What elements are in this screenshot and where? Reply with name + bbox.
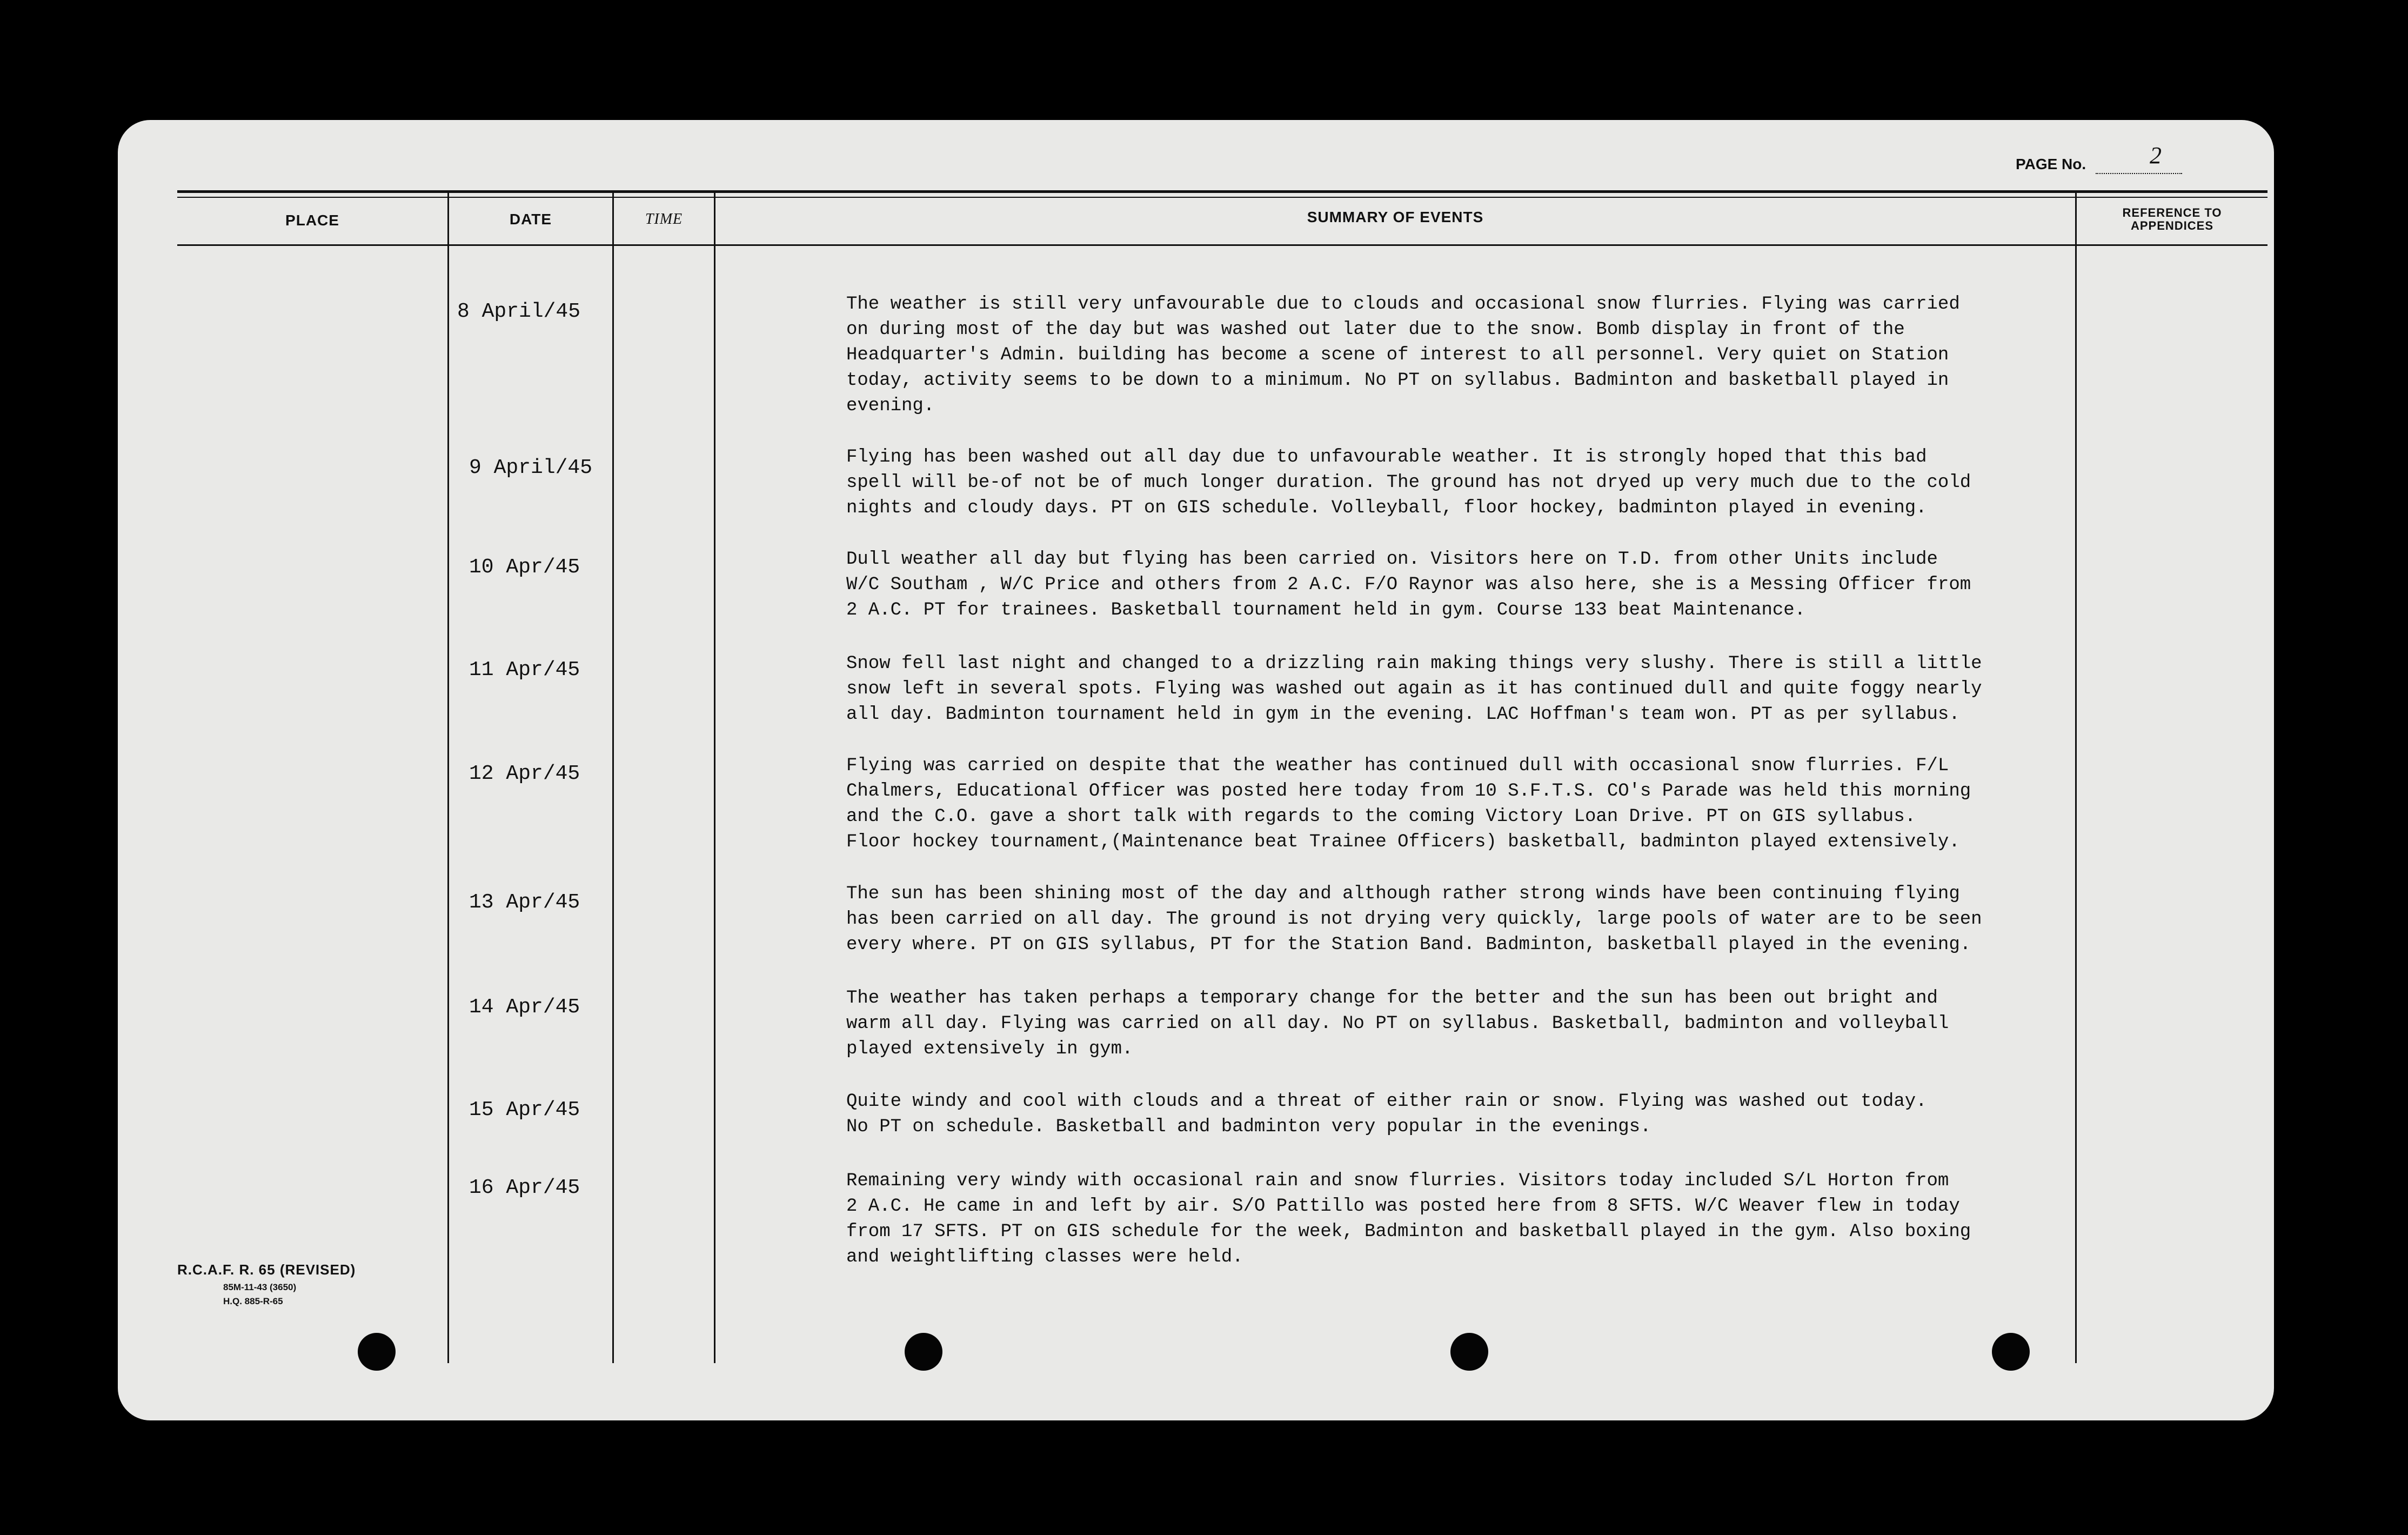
form-code-line: 85M-11-43 (3650) bbox=[223, 1282, 297, 1292]
diary-sheet bbox=[118, 120, 2274, 1420]
page-number-value: 2 bbox=[2150, 142, 2162, 169]
header-time: TIME bbox=[645, 211, 683, 228]
page-number-underline bbox=[2096, 173, 2182, 175]
entry-date: 14 Apr/45 bbox=[469, 996, 580, 1019]
column-divider-time bbox=[714, 190, 715, 1363]
form-name: R.C.A.F. R. 65 (REVISED) bbox=[177, 1262, 356, 1278]
header-summary: SUMMARY OF EVENTS bbox=[1307, 209, 1484, 225]
header-reference-line1: REFERENCE TO bbox=[2122, 206, 2222, 219]
entry-date: 11 Apr/45 bbox=[469, 658, 580, 682]
entry-date: 15 Apr/45 bbox=[469, 1098, 580, 1122]
entry-summary: Quite windy and cool with clouds and a threat of either rain or snow. Flying was washed out today. No PT on schedule. Basketball and badminton very popular in the evenings. bbox=[846, 1091, 1927, 1137]
binder-hole-icon bbox=[358, 1333, 396, 1371]
header-date: DATE bbox=[509, 211, 552, 228]
entry-summary: Flying was carried on despite that the weather has continued dull with occasional snow flurries. F/L Chalmers, Educational Officer was posted here today from 10 S.F.T.S. CO's Parade was held this morning and the C.O. gave a short talk with regards to the coming Victory Loan Drive. PT on GIS syllabus. Floor hockey tournament,(Maintenance beat Trainee Officers) basketball, badminton played extensively. bbox=[846, 756, 1971, 852]
entry-summary: Dull weather all day but flying has been carried on. Visitors here on T.D. from other Units include W/C Southam , W/C Price and others from 2 A.C. F/O Raynor was also here, she is a Messing Officer from 2 A.C. PT for trainees. Basketball tournament held in gym. Course 133 beat Maintenance. bbox=[846, 549, 1971, 620]
top-rule-thin bbox=[177, 197, 2267, 198]
top-rule bbox=[177, 190, 2267, 193]
entry-date: 12 Apr/45 bbox=[469, 762, 580, 785]
header-rule bbox=[177, 244, 2267, 246]
binder-hole-icon bbox=[1992, 1333, 2030, 1371]
entry-date: 10 Apr/45 bbox=[469, 556, 580, 579]
entry-summary: The weather is still very unfavourable due to clouds and occasional snow flurries. Flying was carried on during most of the day but was washed out later due to the snow. Bomb display in front of the Headquarter's Admin. building has become a scene of interest to all personnel. Very quiet on Station today, activity seems to be down to a minimum. No PT on syllabus. Badminton and basketball played in evening. bbox=[846, 294, 1960, 416]
form-hq-line: H.Q. 885-R-65 bbox=[223, 1296, 283, 1306]
entry-summary: The sun has been shining most of the day and although rather strong winds have been continuing flying has been carried on all day. The ground is not drying very quickly, large pools of water are to be seen every where. PT on GIS syllabus, PT for the Station Band. Badminton, basketball played in the evening. bbox=[846, 884, 1982, 955]
entry-summary: Remaining very windy with occasional rain and snow flurries. Visitors today included S/L Horton from 2 A.C. He came in and left by air. S/O Pattillo was posted here from 8 SFTS. W/C Weaver flew in today from 17 SFTS. PT on GIS schedule for the week, Badminton and basketball played in the gym. Also boxing and weightlifting classes were held. bbox=[846, 1171, 1971, 1267]
header-place: PLACE bbox=[285, 212, 339, 229]
binder-hole-icon bbox=[1450, 1333, 1488, 1371]
entry-date: 16 Apr/45 bbox=[469, 1176, 580, 1199]
column-divider-place bbox=[447, 190, 449, 1363]
entry-date: 8 April/45 bbox=[457, 300, 581, 323]
binder-hole-icon bbox=[905, 1333, 942, 1371]
entry-summary: The weather has taken perhaps a temporary change for the better and the sun has been out bright and warm all day. Flying was carried on all day. No PT on syllabus. Basketball, badminton and volleyball played extensively in gym. bbox=[846, 988, 1949, 1059]
entry-summary: Flying has been washed out all day due to unfavourable weather. It is strongly hoped that this bad spell will be-of not be of much longer duration. The ground has not dryed up very much due to the cold nights and cloudy days. PT on GIS schedule. Volleyball, floor hockey, badminton played in evening. bbox=[846, 447, 1971, 518]
entry-summary: Snow fell last night and changed to a drizzling rain making things very slushy. There is still a little snow left in several spots. Flying was washed out again as it has continued dull and quite foggy nearly all day. Badminton tournament held in gym in the evening. LAC Hoffman's team won. PT as per syllabus. bbox=[846, 653, 1982, 725]
entry-date: 13 Apr/45 bbox=[469, 891, 580, 914]
header-reference bbox=[2077, 206, 2267, 232]
header-reference-line2: APPENDICES bbox=[2130, 219, 2214, 232]
page-number-label: PAGE No. bbox=[2016, 156, 2086, 172]
entry-date: 9 April/45 bbox=[469, 456, 593, 479]
column-divider-date bbox=[612, 190, 614, 1363]
